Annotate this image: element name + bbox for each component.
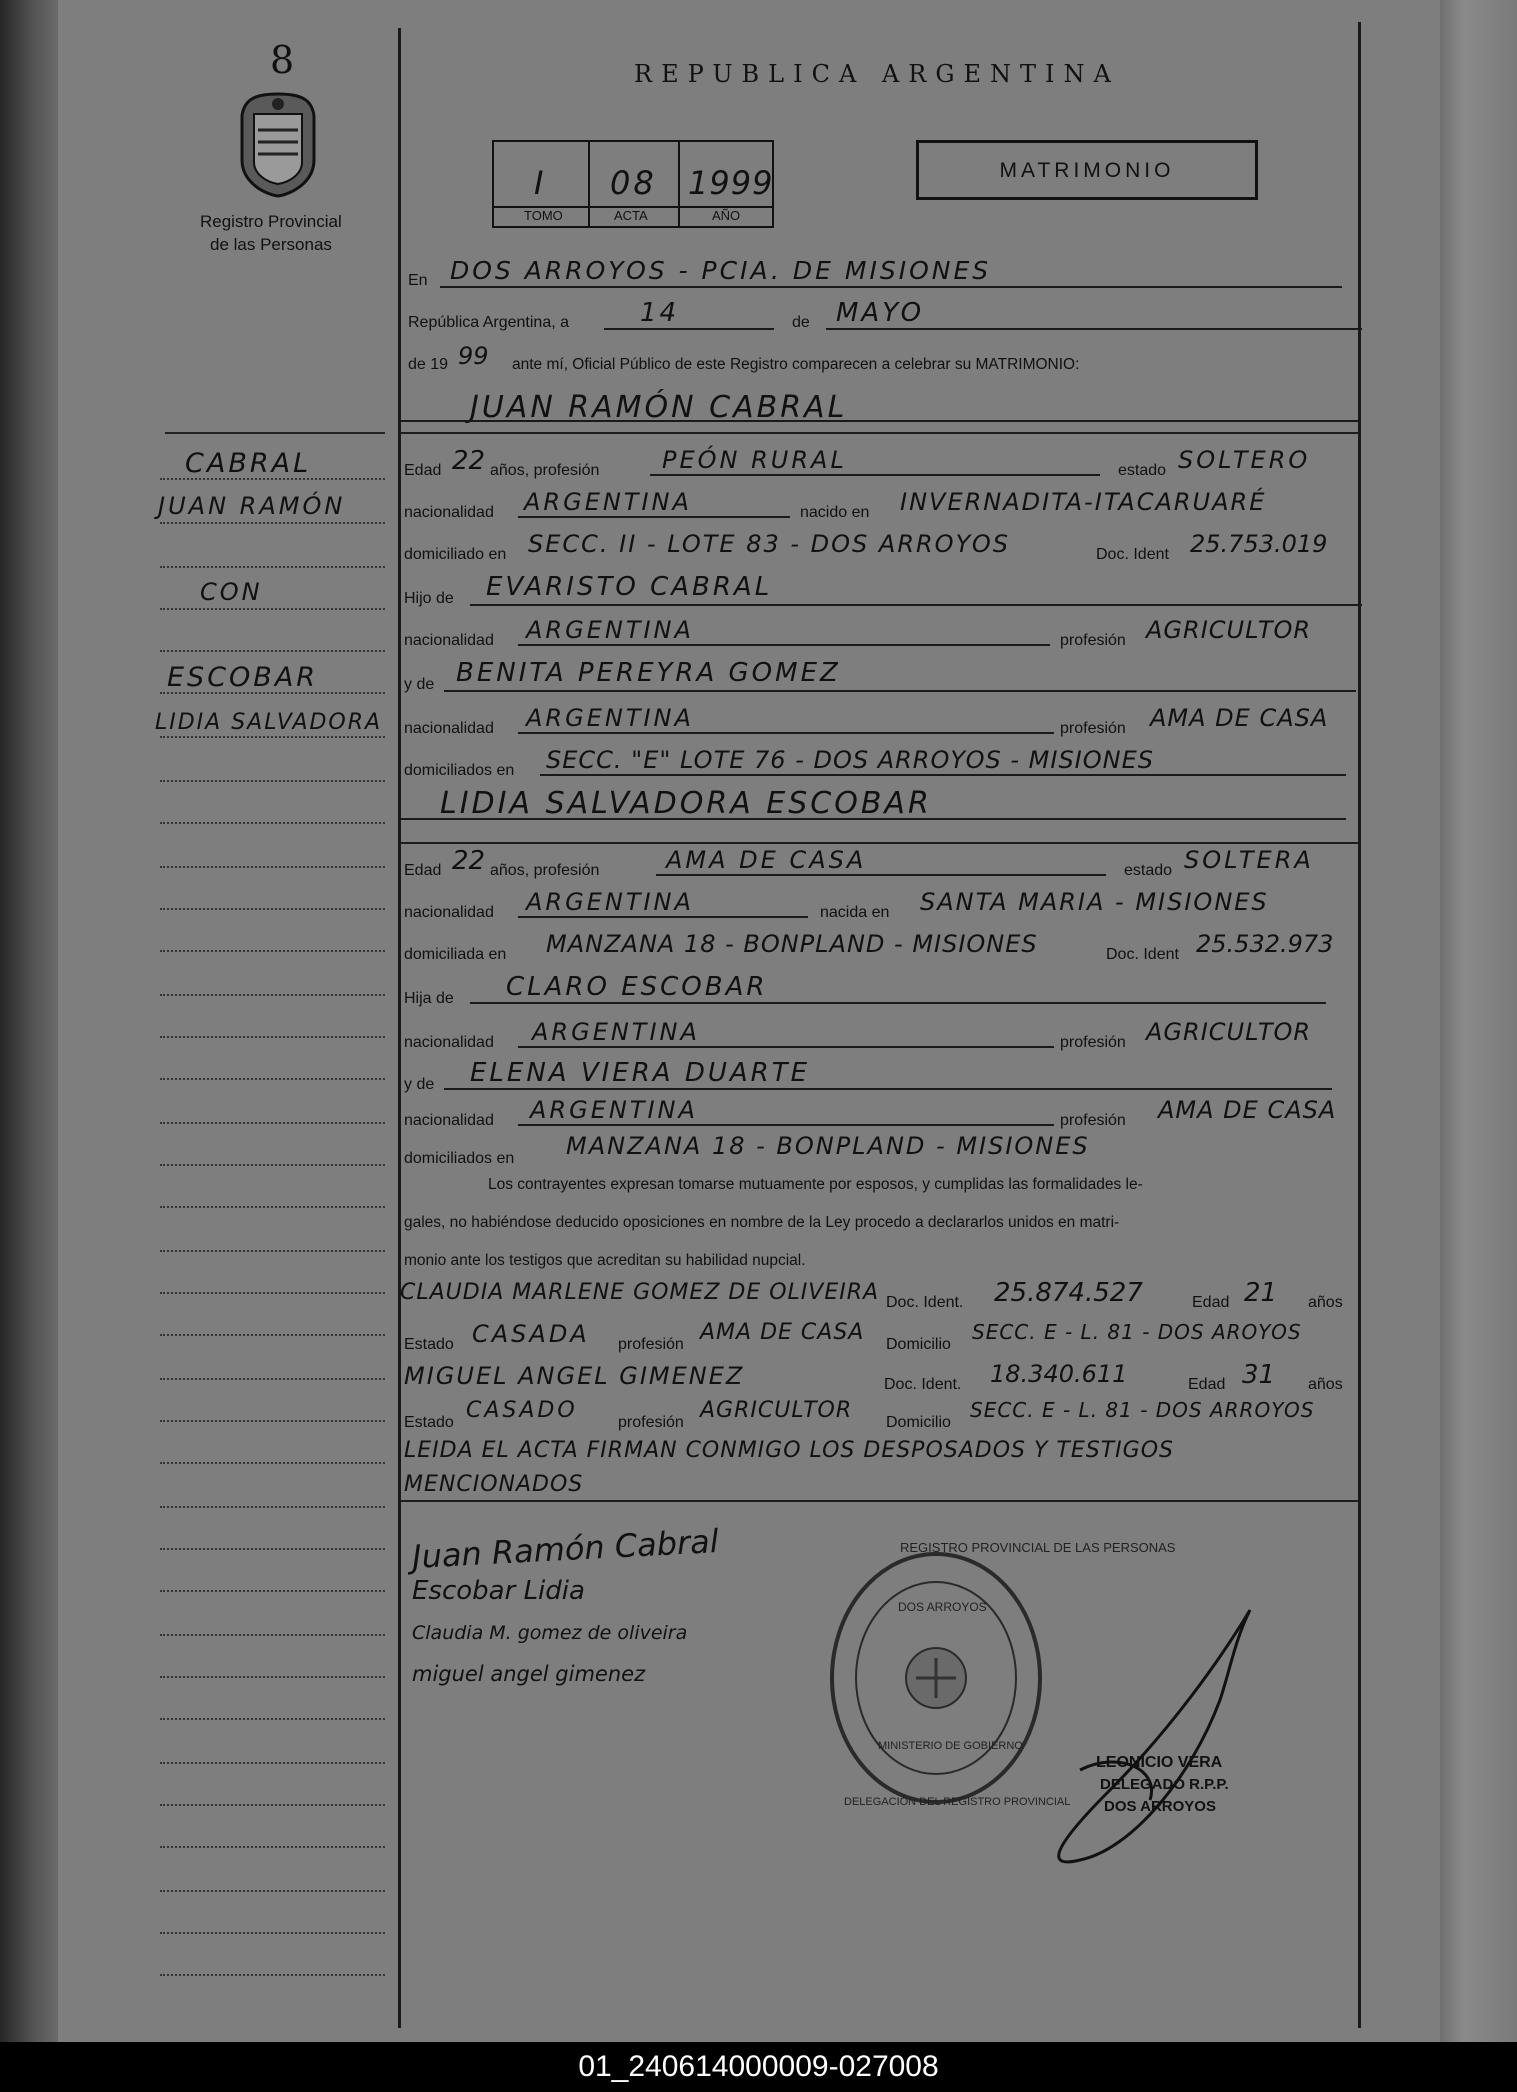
legal-text-line1: Los contrayentes expresan tomarse mutuamente por esposos, y cumplidas las formalidades le- bbox=[488, 1176, 1143, 1193]
margin-bride-given: LIDIA SALVADORA bbox=[155, 710, 383, 735]
groom-status: SOLTERO bbox=[1178, 446, 1311, 474]
acta-value: 08 bbox=[610, 164, 657, 202]
label-doc-ident: Doc. Ident. bbox=[886, 1294, 964, 1311]
groom-doc: 25.753.019 bbox=[1190, 530, 1328, 558]
label-year: de 19 bbox=[408, 356, 449, 373]
label-anos-profesion: años, profesión bbox=[490, 462, 600, 479]
bride-father-nationality: ARGENTINA bbox=[532, 1018, 700, 1046]
label-nacionalidad: nacionalidad bbox=[404, 1112, 494, 1129]
groom-age: 22 bbox=[452, 446, 486, 476]
label-nacido-en: nacido en bbox=[800, 504, 870, 521]
closing-line1: LEIDA EL ACTA FIRMAN CONMIGO LOS DESPOSADOS Y TESTIGOS bbox=[404, 1438, 1174, 1463]
margin-groom-surname: CABRAL bbox=[185, 448, 312, 479]
label-edad: Edad bbox=[404, 862, 442, 879]
bride-parents-address: MANZANA 18 - BONPLAND - MISIONES bbox=[566, 1132, 1090, 1160]
tomo-value: I bbox=[534, 164, 547, 202]
label-profesion: profesión bbox=[1060, 720, 1126, 737]
groom-father: EVARISTO CABRAL bbox=[486, 572, 773, 602]
label-republica: República Argentina, a bbox=[408, 314, 569, 331]
country-title: REPUBLICA ARGENTINA bbox=[634, 60, 1120, 88]
witness1-name: CLAUDIA MARLENE GOMEZ DE OLIVEIRA bbox=[400, 1280, 880, 1305]
acta-label: ACTA bbox=[614, 208, 648, 223]
label-edad: Edad bbox=[404, 462, 442, 479]
label-anos: años bbox=[1308, 1376, 1343, 1393]
label-doc-ident: Doc. Ident bbox=[1096, 546, 1169, 563]
witness2-status: CASADO bbox=[466, 1398, 578, 1423]
label-estado: Estado bbox=[404, 1336, 454, 1353]
label-nacionalidad: nacionalidad bbox=[404, 720, 494, 737]
bride-mother: ELENA VIERA DUARTE bbox=[470, 1058, 811, 1088]
label-profesion: profesión bbox=[618, 1414, 684, 1431]
groom-address: SECC. II - LOTE 83 - DOS ARROYOS bbox=[528, 530, 1010, 558]
witness2-address: SECC. E - L. 81 - DOS ARROYOS bbox=[970, 1398, 1315, 1422]
label-anos-profesion: años, profesión bbox=[490, 862, 600, 879]
label-domicilio: Domicilio bbox=[886, 1336, 951, 1353]
legal-text-line2: gales, no habiéndose deducido oposiciones en nombre de la Ley procedo a declararlos unidos en matri- bbox=[404, 1214, 1120, 1231]
groom-mother-nationality: ARGENTINA bbox=[526, 704, 694, 732]
groom-birthplace: INVERNADITA-ITACARUARÉ bbox=[900, 488, 1267, 516]
bride-profession: AMA DE CASA bbox=[666, 846, 867, 874]
bride-age: 22 bbox=[452, 846, 486, 876]
registry-name-line2: de las Personas bbox=[210, 235, 332, 254]
round-stamp-bottom-text: DELEGACIÓN DEL REGISTRO PROVINCIAL bbox=[844, 1796, 1071, 1808]
bride-status: SOLTERA bbox=[1184, 846, 1314, 874]
label-y-de: y de bbox=[404, 676, 435, 693]
round-stamp-ministry: MINISTERIO DE GOBIERNO bbox=[878, 1740, 1023, 1752]
groom-mother: BENITA PEREYRA GOMEZ bbox=[456, 658, 841, 688]
provincial-seal-icon bbox=[234, 90, 322, 200]
registry-name-line1: Registro Provincial bbox=[200, 212, 342, 231]
witness1-status: CASADA bbox=[472, 1320, 590, 1348]
label-nacionalidad: nacionalidad bbox=[404, 904, 494, 921]
label-edad: Edad bbox=[1188, 1376, 1226, 1393]
page-edge bbox=[1440, 0, 1517, 2042]
label-doc-ident: Doc. Ident. bbox=[884, 1376, 962, 1393]
bride-doc: 25.532.973 bbox=[1196, 930, 1334, 958]
margin-groom-given: JUAN RAMÓN bbox=[158, 492, 346, 520]
groom-father-profession: AGRICULTOR bbox=[1146, 616, 1312, 644]
bride-father: CLARO ESCOBAR bbox=[506, 972, 768, 1002]
label-hijo-de: Hijo de bbox=[404, 590, 454, 607]
signature-bride: Escobar Lidia bbox=[412, 1576, 585, 1606]
closing-line2: MENCIONADOS bbox=[404, 1472, 584, 1497]
margin-top-rule bbox=[165, 432, 385, 434]
bride-mother-nationality: ARGENTINA bbox=[530, 1096, 698, 1124]
label-domiciliado: domiciliado en bbox=[404, 546, 507, 563]
groom-mother-profession: AMA DE CASA bbox=[1150, 704, 1329, 732]
label-domiciliados: domiciliados en bbox=[404, 1150, 515, 1167]
label-profesion: profesión bbox=[1060, 1034, 1126, 1051]
margin-connector: CON bbox=[200, 578, 263, 606]
label-estado: estado bbox=[1118, 462, 1167, 479]
official-name: LEONICIO VERA bbox=[1096, 1754, 1223, 1771]
bride-name: LIDIA SALVADORA ESCOBAR bbox=[440, 786, 932, 821]
groom-profession: PEÓN RURAL bbox=[662, 446, 847, 474]
signature-witness2: miguel angel gimenez bbox=[412, 1662, 646, 1686]
legal-text-line3: monio ante los testigos que acreditan su habilidad nupcial. bbox=[404, 1252, 806, 1269]
act-type-label: MATRIMONIO bbox=[999, 159, 1175, 182]
label-profesion: profesión bbox=[1060, 1112, 1126, 1129]
act-type-box bbox=[916, 140, 1258, 200]
label-nacionalidad: nacionalidad bbox=[404, 504, 494, 521]
margin-bride-surname: ESCOBAR bbox=[167, 662, 319, 693]
left-column-border bbox=[398, 28, 401, 2028]
book-spine bbox=[0, 0, 58, 2042]
label-nacionalidad: nacionalidad bbox=[404, 632, 494, 649]
label-profesion: profesión bbox=[618, 1336, 684, 1353]
right-column-border bbox=[1358, 22, 1361, 2028]
month-value: MAYO bbox=[836, 298, 925, 328]
ano-value: 1999 bbox=[688, 164, 774, 202]
year-value: 99 bbox=[458, 342, 489, 370]
page-number: 8 bbox=[270, 38, 295, 82]
label-profesion: profesión bbox=[1060, 632, 1126, 649]
bride-father-profession: AGRICULTOR bbox=[1146, 1018, 1312, 1046]
witness2-name: MIGUEL ANGEL GIMENEZ bbox=[404, 1362, 745, 1390]
label-anos: años bbox=[1308, 1294, 1343, 1311]
witness1-doc: 25.874.527 bbox=[994, 1278, 1143, 1308]
tomo-label: TOMO bbox=[524, 208, 563, 223]
official-title: DELEGADO R.P.P. bbox=[1100, 1776, 1229, 1793]
bride-mother-profession: AMA DE CASA bbox=[1158, 1096, 1337, 1124]
groom-nationality: ARGENTINA bbox=[524, 488, 692, 516]
label-en: En bbox=[408, 272, 428, 289]
groom-name: JUAN RAMÓN CABRAL bbox=[470, 390, 848, 425]
round-stamp-outer-text: REGISTRO PROVINCIAL DE LAS PERSONAS bbox=[900, 1540, 1176, 1555]
label-nacida-en: nacida en bbox=[820, 904, 890, 921]
groom-parents-address: SECC. "E" LOTE 76 - DOS ARROYOS - MISIONES bbox=[546, 746, 1154, 774]
witness1-age: 21 bbox=[1244, 1278, 1278, 1308]
witness1-address: SECC. E - L. 81 - DOS AROYOS bbox=[972, 1320, 1302, 1344]
bride-birthplace: SANTA MARIA - MISIONES bbox=[920, 888, 1269, 916]
label-edad: Edad bbox=[1192, 1294, 1230, 1311]
signature-witness1: Claudia M. gomez de oliveira bbox=[412, 1622, 688, 1644]
witness2-doc: 18.340.611 bbox=[990, 1360, 1128, 1388]
witness2-age: 31 bbox=[1242, 1360, 1276, 1390]
witness1-profession: AMA DE CASA bbox=[700, 1320, 865, 1345]
place-value: DOS ARROYOS - PCIA. DE MISIONES bbox=[450, 256, 992, 285]
official-signature-icon bbox=[1020, 1600, 1280, 1880]
label-doc-ident: Doc. Ident bbox=[1106, 946, 1179, 963]
label-estado: Estado bbox=[404, 1414, 454, 1431]
label-domiciliada: domiciliada en bbox=[404, 946, 507, 963]
label-estado: estado bbox=[1124, 862, 1173, 879]
signature-groom: Juan Ramón Cabral bbox=[411, 1521, 720, 1577]
label-ante-mi: ante mí, Oficial Público de este Registro comparecen a celebrar su MATRIMONIO: bbox=[512, 356, 1080, 373]
witness2-profession: AGRICULTOR bbox=[700, 1398, 853, 1423]
label-y-de: y de bbox=[404, 1076, 435, 1093]
registry-round-stamp-icon bbox=[826, 1548, 1046, 1808]
label-domicilio: Domicilio bbox=[886, 1414, 951, 1431]
groom-father-nationality: ARGENTINA bbox=[526, 616, 694, 644]
round-stamp-inner-text: DOS ARROYOS bbox=[898, 1600, 987, 1614]
label-de: de bbox=[792, 314, 810, 331]
ano-label: AÑO bbox=[712, 208, 741, 223]
day-value: 14 bbox=[640, 298, 680, 328]
label-nacionalidad: nacionalidad bbox=[404, 1034, 494, 1051]
bride-address: MANZANA 18 - BONPLAND - MISIONES bbox=[546, 930, 1038, 958]
label-domiciliados: domiciliados en bbox=[404, 762, 515, 779]
official-office: DOS ARROYOS bbox=[1104, 1798, 1216, 1815]
label-hija-de: Hija de bbox=[404, 990, 454, 1007]
bride-nationality: ARGENTINA bbox=[526, 888, 694, 916]
image-id-footer: 01_240614000009-027008 bbox=[0, 2042, 1517, 2092]
act-number-box bbox=[492, 140, 774, 228]
